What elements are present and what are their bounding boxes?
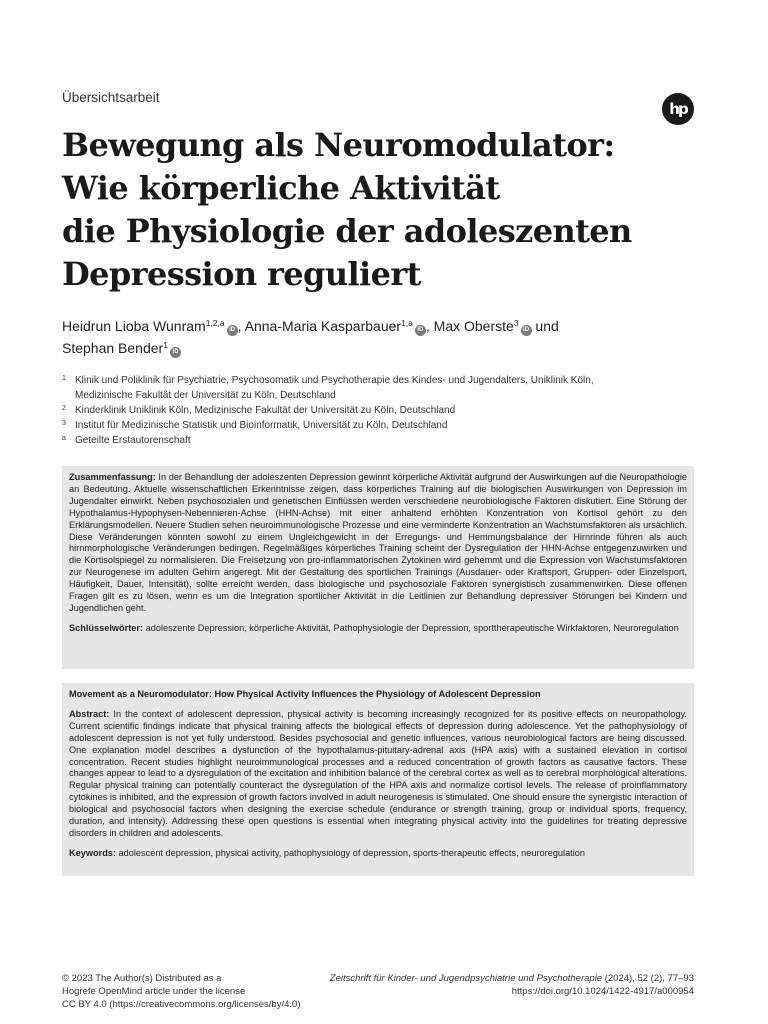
orcid-icon[interactable]: iD [415, 325, 426, 336]
author-name: Heidrun Lioba Wunram [62, 318, 206, 334]
citation-line [294, 972, 694, 985]
author-name: Stephan Bender [62, 340, 164, 356]
article-type-label: Übersichtsarbeit [62, 90, 160, 105]
german-keywords [69, 623, 687, 635]
journal-name: Zeitschrift für Kinder- und Jugendpsychiatrie und Psychotherapie [329, 973, 603, 984]
keywords-label: Schlüsselwörter: [69, 622, 144, 633]
english-abstract [69, 709, 687, 840]
author-affiliation-sup: 3 [513, 318, 519, 328]
license-link[interactable]: CC BY 4.0 (https://creativecommons.org/licenses/by/4.0) [62, 999, 301, 1010]
abstract-label: Abstract: [69, 708, 110, 719]
license-line: Hogrefe OpenMind article under the license [62, 986, 246, 997]
author-affiliation-sup: 1 [163, 340, 168, 350]
author-line-2 [62, 337, 702, 359]
german-abstract [69, 472, 687, 615]
abstract-text: In der Behandlung der adoleszenten Depression gewinnt körperliche Aktivität aufgrund der Auswirkungen auf die Neuropathologie an Bedeutung. Aktuelle wissenschaftlichen Erkenntnisse zeigen, dass körperliches Training auf die biologischen Auswirkungen von Depression im Jugendalter einwirkt. Neben psychosozialen und genetischen Einflüssen werden verschiedene neurobiologische Faktoren diskutiert. Eine Störung der Hypothalamus-Hypophysen-Nebennieren-Achse (HHN-Achse) mit einer anhaltend erhöhten Konzentration von Kortisol gehört zu den Erklärungsmodellen. Neuere Studien sehen neuroimmunologische Prozesse und eine verminderte Konzentration an Wachstumsfaktoren als ursächlich. Diese Veränderungen könnten sowohl zu einem Ungleichgewicht in der Erregungs- und Hemmungsbalance der Hirnrinde führen als auch hirnmorphologische Veränderungen bedingen. Regelmäßiges körperliches Training scheint der Dysregulation der HHN-Achse entgegenzuwirken und die Kortisolspiegel zu normalisieren. Die Freisetzung von pro-inflammatorischen Zytokinen wird gehemmt und die Expression von Wachstumsfaktoren zur Neurogenese im adulten Gehirn angeregt. Mit der Gestaltung des sportlichen Trainings (Ausdauer- oder Kraftsport, Gruppen- oder Einzelsport, Häufigkeit, Dauer, Intensität), sollte erreicht werden, dass biologische und psychosoziale Faktoren synergistisch zusammenwirken. Diese offenen Fragen gilt es zu lösen, wenn es um die Integration sportlicher Aktivität in die Leitlinien zur Behandlung depressiver Störungen bei Kindern und Jugendlichen geht. [69, 472, 687, 613]
affiliation-text: Geteilte Erstautorenschaft [75, 435, 191, 446]
german-abstract-box [62, 466, 694, 669]
title-line: Wie körperliche Aktivität [62, 169, 500, 207]
author-name: Anna-Maria Kasparbauer [244, 318, 402, 334]
publisher-logo-icon [662, 93, 694, 125]
title-line: Depression reguliert [62, 255, 421, 293]
affiliation-text: Kinderklinik Uniklinik Köln, Medizinische Fakultät der Universität zu Köln, Deutschland [75, 405, 456, 416]
author-conjunction: und [531, 318, 559, 334]
affiliation-item [62, 418, 702, 433]
orcid-icon[interactable]: iD [521, 325, 532, 336]
affiliation-text: Medizinische Fakultät der Universität zu Köln, Deutschland [75, 390, 336, 401]
keywords-text: adolescent depression, physical activity, pathophysiology of depression, sports-therapeutic effects, neuroregulation [118, 847, 585, 858]
author-separator: , [425, 318, 434, 334]
orcid-icon[interactable]: iD [170, 347, 181, 358]
affiliations-list [62, 373, 702, 448]
orcid-icon[interactable]: iD [227, 325, 238, 336]
author-list [62, 315, 702, 359]
abstract-text: In the context of adolescent depression, physical activity is becoming increasingly recognized for its positive effects on neuropathology. Current scientific findings indicate that physical training affects the biological effects of depression during adolescence. Yet the pathophysiology of adolescent depression is not yet fully understood. Besides psychosocial and genetic influences, various neurobiological factors are being discussed. One explanation model describes a dysfunction of the hypothalamus-pituitary-adrenal axis (HPA axis) with a sustained elevation in cortisol concentration. Recent studies highlight neuroimmunological processes and a reduced concentration of growth factors as causative factors. These changes appear to lead to a dysregulation of the excitation and inhibition balance of the cerebral cortex as well as to cerebral morphological alterations. Regular physical training can potentially counteract the dysregulation of the HPA axis and normalize cortisol levels. The release of proinflammatory cytokines is inhibited, and the expression of growth factors involved in adult neurogenesis is stimulated. One should ensure the synergistic interaction of biological and psychosocial factors when designing the exercise schedule (endurance or strength training, group or individual sports, frequency, duration, and intensity). Addressing these open questions is essential when integrating physical activity into the guidelines for treating depressive disorders in children and adolescents. [69, 708, 687, 838]
license-line: © 2023 The Author(s) Distributed as a [62, 973, 222, 984]
affiliation-symbol: 2 [62, 405, 66, 412]
author-affiliation-sup: 1,2,a [205, 318, 225, 328]
title-line: die Physiologie der adoleszenten [62, 212, 632, 250]
affiliation-symbol: 1 [62, 375, 66, 382]
keywords-label: Keywords: [69, 847, 116, 858]
article-title [62, 124, 702, 296]
keywords-text: adoleszente Depression, körperliche Aktivität, Pathophysiologie der Depression, sporttherapeutische Wirkfaktoren, Neuroregulation [145, 622, 679, 633]
abstract-label: Zusammenfassung: [69, 472, 156, 482]
author-name: Max Oberste [433, 318, 514, 334]
english-keywords [69, 848, 687, 860]
english-title: Movement as a Neuromodulator: How Physical Activity Influences the Physiology of Adolescent Depression [69, 689, 541, 699]
citation-details: (2024), 52 (2), 77–93 [604, 973, 694, 984]
title-line: Bewegung als Neuromodulator: [62, 126, 615, 164]
affiliation-text: Klinik und Poliklinik für Psychiatrie, Psychosomatik und Psychotherapie des Kindes- und Jugendalters, Uniklinik Köln, [75, 375, 594, 386]
affiliation-symbol: a [62, 435, 66, 442]
journal-citation [294, 972, 694, 998]
affiliation-symbol: 3 [62, 420, 66, 427]
english-abstract-box [62, 683, 694, 876]
author-line-1 [62, 315, 702, 337]
affiliation-text: Institut für Medizinische Statistik und Bioinformatik, Universität zu Köln, Deutschland [75, 420, 448, 431]
doi-link[interactable]: https://doi.org/10.1024/1422-4917/a000954 [511, 986, 694, 997]
affiliation-item [62, 373, 702, 403]
affiliation-item [62, 433, 702, 448]
author-separator: , [237, 318, 245, 334]
author-affiliation-sup: 1,a [401, 318, 413, 328]
logo-glyph: hp [669, 99, 687, 118]
affiliation-item [62, 403, 702, 418]
